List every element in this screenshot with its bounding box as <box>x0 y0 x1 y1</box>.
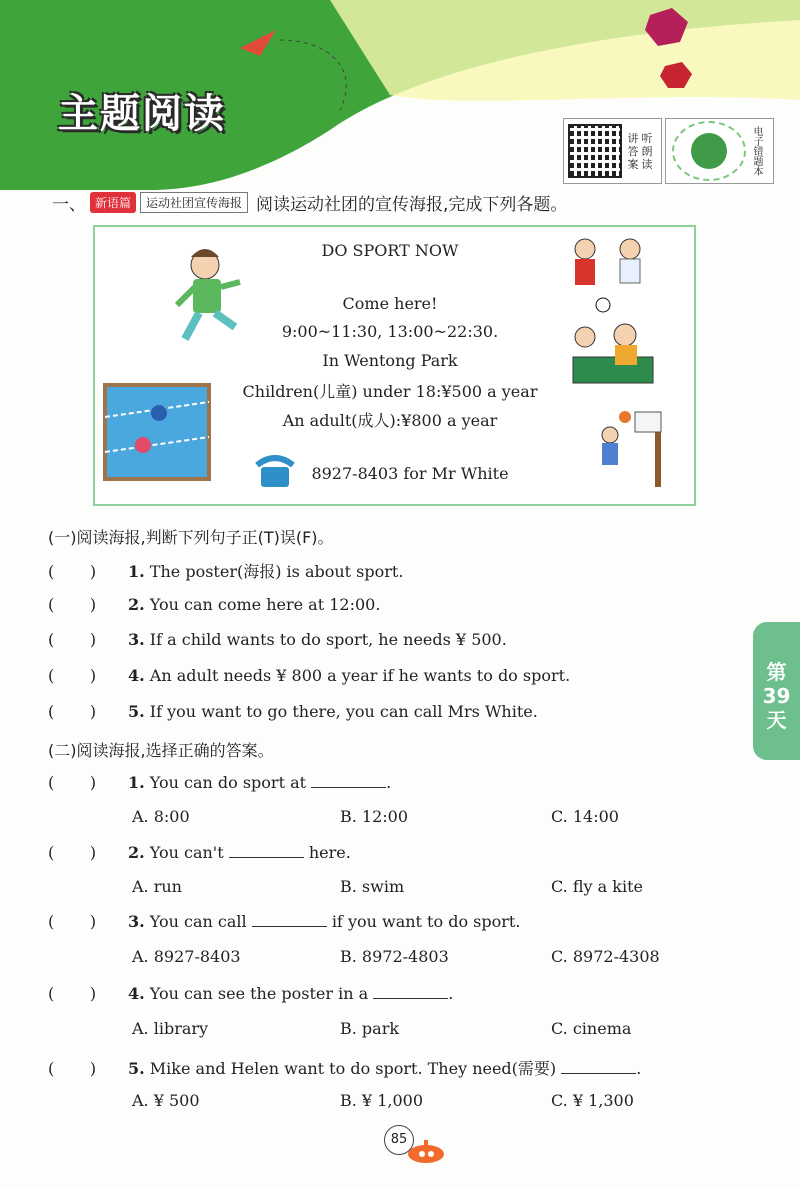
section-heading: 一、 新语篇 运动社团宣传海报 阅读运动社团的宣传海报,完成下列各题。 <box>52 190 567 215</box>
option-c[interactable]: C. 8972-4308 <box>551 947 660 966</box>
mc-question[interactable]: ( ) 1. You can do sport at . <box>48 773 392 792</box>
qr-label: 讲 听 答 朗 案 读 <box>627 131 653 171</box>
option-c[interactable]: C. 14:00 <box>551 807 619 826</box>
poster <box>93 225 696 506</box>
option-a[interactable]: A. 8927-8403 <box>132 947 241 966</box>
option-c[interactable]: C. cinema <box>551 1019 632 1038</box>
option-b[interactable]: B. 12:00 <box>340 807 409 826</box>
leaf-qr-icon <box>672 121 746 181</box>
part1-heading: (一)阅读海报,判断下列句子正(T)误(F)。 <box>48 528 334 547</box>
option-a[interactable]: A. 8:00 <box>132 807 190 826</box>
option-b[interactable]: B. ¥ 1,000 <box>340 1091 423 1110</box>
part2-heading: (二)阅读海报,选择正确的答案。 <box>48 741 274 760</box>
table-tennis-icon <box>573 324 653 383</box>
submarine-icon <box>400 1136 446 1166</box>
poster-line: 9:00~11:30, 13:00~22:30. <box>281 322 499 341</box>
mc-question[interactable]: ( ) 3. You can call if you want to do sport. <box>48 912 521 931</box>
poster-line: Children(儿童) under 18:¥500 a year <box>242 382 538 401</box>
answer-blank <box>373 984 448 999</box>
option-a[interactable]: A. run <box>132 877 182 896</box>
tf-question[interactable]: ( ) 3. If a child wants to do sport, he needs ¥ 500. <box>48 630 507 649</box>
swimming-pool-icon <box>105 385 209 479</box>
option-b[interactable]: B. 8972-4803 <box>340 947 449 966</box>
runner-icon <box>177 249 240 339</box>
mc-question[interactable]: ( ) 4. You can see the poster in a . <box>48 984 454 1003</box>
football-players-icon <box>575 239 640 312</box>
qr-answers[interactable] <box>563 118 662 184</box>
page-number: 85 <box>384 1125 414 1155</box>
qr-error-book[interactable] <box>665 118 774 184</box>
tf-question[interactable]: ( ) 4. An adult needs ¥ 800 a year if he wants to do sport. <box>48 666 571 685</box>
poster-line: In Wentong Park <box>322 351 458 370</box>
answer-blank <box>229 843 304 858</box>
option-a[interactable]: A. ¥ 500 <box>132 1091 200 1110</box>
poster-title: DO SPORT NOW <box>321 241 459 260</box>
option-c[interactable]: C. fly a kite <box>551 877 643 896</box>
mc-question[interactable]: ( ) 2. You can't here. <box>48 843 351 862</box>
tf-question[interactable]: ( ) 5. If you want to go there, you can call Mrs White. <box>48 702 538 721</box>
answer-blank <box>252 912 327 927</box>
qr-code-icon <box>568 124 622 178</box>
topic-tag: 运动社团宣传海报 <box>140 192 248 213</box>
option-b[interactable]: B. swim <box>340 877 405 896</box>
tf-question[interactable]: ( ) 1. The poster(海报) is about sport. <box>48 562 404 581</box>
page-title: 主题阅读 <box>58 91 226 137</box>
option-a[interactable]: A. library <box>132 1019 209 1038</box>
new-passage-tag: 新语篇 <box>90 192 136 213</box>
poster-line: Come here! <box>342 294 438 313</box>
option-b[interactable]: B. park <box>340 1019 400 1038</box>
answer-blank <box>311 773 386 788</box>
poster-line: An adult(成人):¥800 a year <box>282 411 498 430</box>
qr-label: 电子错题本 <box>751 126 762 176</box>
day-tab: 第 39 天 <box>753 622 800 760</box>
option-c[interactable]: C. ¥ 1,300 <box>551 1091 634 1110</box>
tf-question[interactable]: ( ) 2. You can come here at 12:00. <box>48 595 381 614</box>
poster-phone: 8927-8403 for Mr White <box>311 464 509 483</box>
basketball-icon <box>602 411 661 487</box>
mc-question[interactable]: ( ) 5. Mike and Helen want to do sport. They need(需要) . <box>48 1059 642 1078</box>
answer-blank <box>561 1059 636 1074</box>
